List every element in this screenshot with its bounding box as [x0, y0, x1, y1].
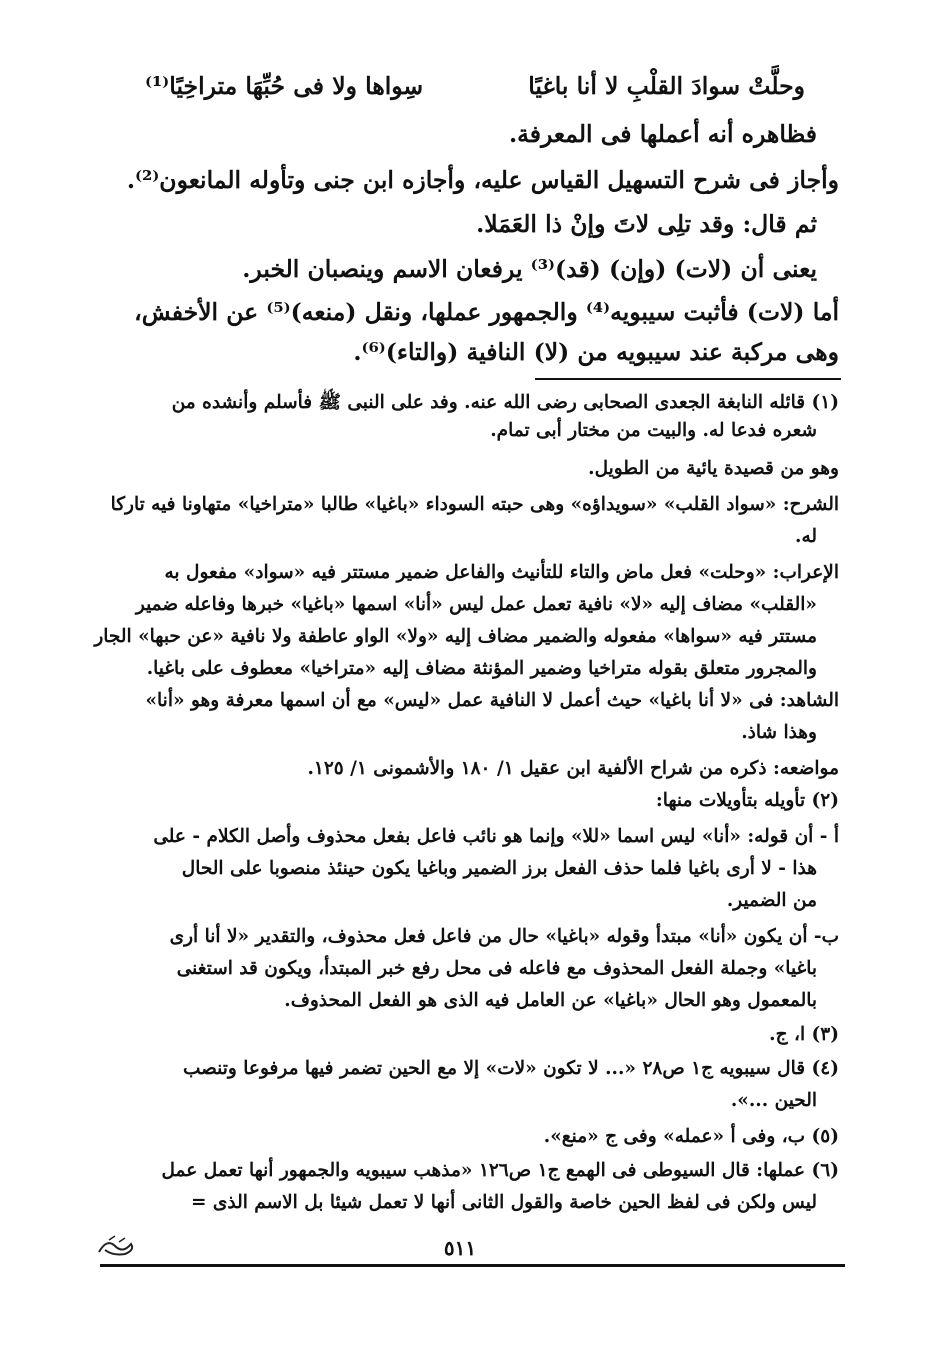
footnote-line: وهو من قصيدة يائية من الطويل. — [588, 458, 839, 479]
footnote-line: ليس ولكن فى لفظ الحين خاصة والقول الثانى أنها لا تعمل شيئا بل الاسم الذى = — [190, 1192, 817, 1213]
footnote-line: الشرح: «سواد القلب» «سويداؤه» وهى حبته السوداء «باغيا» طالبا «متراخيا» متهاونا فيه تاركا — [110, 494, 839, 515]
footnote-line: الشاهد: فى «لا أنا باغيا» حيث أعمل لا النافية عمل «ليس» مع أن اسمها معرفة وهو «أنا» — [145, 690, 839, 711]
footnote-line: «القلب» مضاف إليه «لا» نافية تعمل عمل ليس «أنا» اسمها «باغيا» خبرها وفاعله ضمير — [135, 594, 817, 615]
footnote-line: (٢) تأويله بتأويلات منها: — [655, 790, 839, 811]
footnote-line: شعره فدعا له. والبيت من مختار أبى تمام. — [490, 420, 817, 441]
footnote-line: مستتر فيه «سواها» مفعوله والضمير مضاف إليه «ولا» الواو عاطفة ولا نافية «عن حبها» الجار — [94, 626, 817, 647]
footnote-line: مواضعه: ذكره من شراح الألفية ابن عقيل ١/ ١٨٠ والأشمونى ١/ ١٢٥. — [307, 758, 839, 779]
page-number: ٥١١ — [443, 1236, 477, 1260]
main-text-line: ثم قال: وقد تلِى لاتَ وإنْ ذا العَمَلا. — [476, 210, 817, 238]
main-text-line: وهى مركبة عند سيبويه من (لا) النافية (والتاء)⁽⁶⁾. — [353, 338, 839, 366]
bottom-rule — [100, 1264, 845, 1267]
footnote-line: الإعراب: «وحلت» فعل ماض والتاء للتأنيث والفاعل ضمير مستتر فيه «سواد» مفعول به — [164, 562, 839, 583]
main-text-line: فظاهره أنه أعملها فى المعرفة. — [508, 120, 817, 148]
main-text-line: يعنى أن (لات) (وإن) (قد)⁽³⁾ يرفعان الاسم وينصبان الخبر. — [242, 255, 817, 283]
main-text-line: وأجاز فى شرح التسهيل القياس عليه، وأجازه ابن جنى وتأوله المانعون⁽²⁾. — [126, 166, 839, 194]
main-text-line: أما (لات) فأثبت سيبويه⁽⁴⁾ والجمهور عملها، ونقل (منعه)⁽⁵⁾ عن الأخفش، — [134, 298, 839, 326]
footnote-line: (٤) قال سيبويه ج١ ص٢٨ «... لا تكون «لات» إلا مع الحين تضمر فيها مرفوعا وتنصب — [182, 1058, 839, 1079]
footnote-line: والمجرور متعلق بقوله متراخيا وضمير المؤنثة مضاف إليه «متراخيا» معطوف على باغيا. — [146, 658, 817, 679]
verse-line — [145, 72, 805, 106]
ink-mark-icon — [95, 1232, 141, 1258]
footnote-line: من الضمير. — [726, 890, 817, 911]
footnote-line: الحين ...». — [730, 1090, 817, 1111]
footnote-line: هذا - لا أرى باغيا فلما حذف الفعل برز الضمير وباغيا يكون حينئذ منصوبا على الحال — [181, 858, 817, 879]
footnote-line: (٥) ب، وفى أ «عمله» وفى ج «منع». — [543, 1126, 839, 1147]
footnote-line: (١) قائله النابغة الجعدى الصحابى رضى الله عنه. وفد على النبى ﷺ فأسلم وأنشده من — [171, 392, 839, 413]
footnote-line: بالمعمول وهو الحال «باغيا» عن العامل فيه الذى هو الفعل المحذوف. — [284, 990, 817, 1011]
verse-second-hemistich: سِواها ولا فى حُبِّهَا متراخِيًا⁽¹⁾ — [145, 72, 424, 100]
footnote-line: له. — [795, 526, 817, 547]
footnote-line: (٦) عملها: قال السيوطى فى الهمع ج١ ص١٢٦ «مذهب سيبويه والجمهور أنها تعمل عمل — [161, 1160, 839, 1181]
footnote-line: ب- أن يكون «أنا» مبتدأ وقوله «باغيا» حال من فاعل فعل محذوف، والتقدير «لا أنا أرى — [169, 926, 839, 947]
footnote-separator — [535, 378, 841, 380]
footnote-line: باغيا» وجملة الفعل المحذوف مع فاعله فى محل رفع خبر المبتدأ، ويكون قد استغنى — [176, 958, 817, 979]
verse-first-hemistich: وحلَّتْ سوادَ القلْبِ لا أنا باغيًا — [528, 72, 805, 100]
footnote-line: أ - أن قوله: «أنا» ليس اسما «للا» وإنما هو نائب فاعل بفعل محذوف وأصل الكلام - على — [153, 826, 839, 847]
footnote-line: (٣) ا، ج. — [769, 1024, 839, 1045]
footnote-line: وهذا شاذ. — [741, 722, 817, 743]
